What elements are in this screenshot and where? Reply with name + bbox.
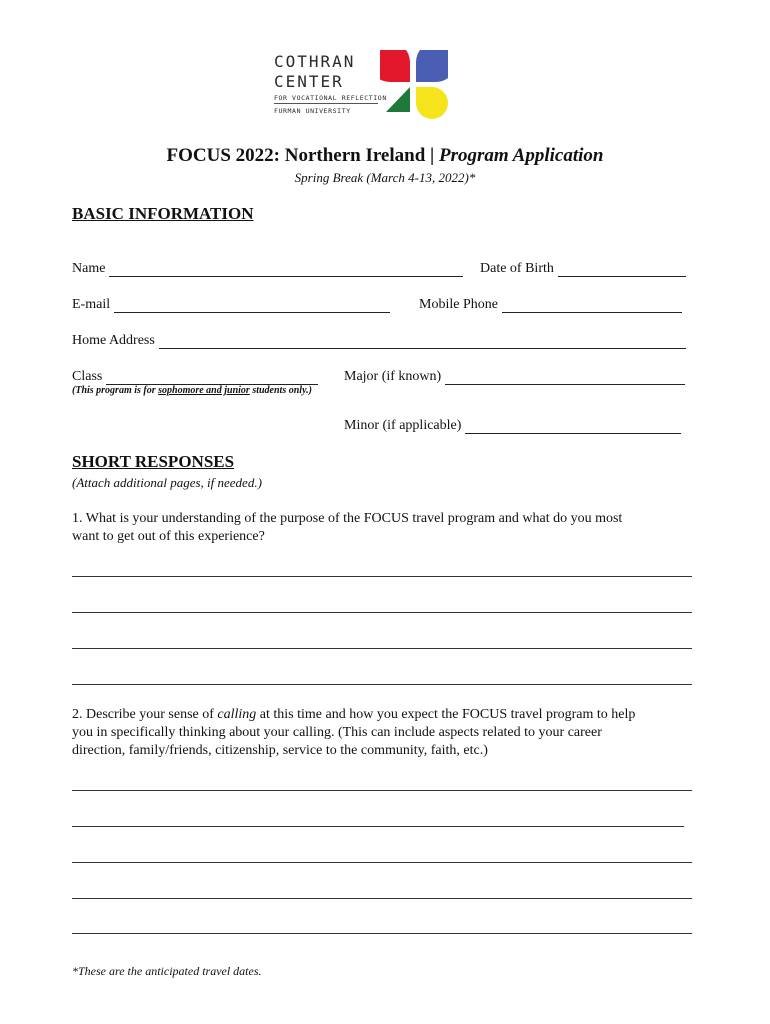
- minor-field[interactable]: [344, 418, 681, 434]
- minor-label: Minor (if applicable): [344, 418, 462, 433]
- class-label: Class: [72, 369, 103, 384]
- answer-2-line[interactable]: [72, 898, 692, 899]
- cothran-center-logo: [272, 50, 452, 122]
- question-1: [72, 510, 712, 546]
- class-note-emphasis: sophomore and junior: [158, 385, 250, 396]
- question-2-line-1: [72, 706, 712, 724]
- footnote: *These are the anticipated travel dates.: [72, 964, 262, 978]
- major-field[interactable]: [344, 369, 685, 385]
- question-2-emphasis: calling: [217, 707, 257, 722]
- home-address-field[interactable]: [72, 333, 686, 349]
- logo-line-1: COTHRAN: [274, 52, 356, 71]
- page-subtitle: Spring Break (March 4-13, 2022)*: [294, 170, 476, 185]
- question-2: [72, 706, 712, 760]
- short-responses-subheading: (Attach additional pages, if needed.): [72, 475, 262, 490]
- email-label: E-mail: [72, 297, 111, 312]
- basic-information-heading: BASIC INFORMATION: [72, 204, 254, 223]
- email-field[interactable]: [72, 297, 390, 313]
- class-note-post: students only.): [249, 385, 312, 396]
- question-2-line-3: direction, family/friends, citizenship, service to the community, faith, etc.): [72, 743, 488, 758]
- dob-input-line[interactable]: [558, 262, 686, 277]
- answer-1-line[interactable]: [72, 648, 692, 649]
- answer-1-line[interactable]: [72, 684, 692, 685]
- class-input-line[interactable]: [106, 370, 318, 385]
- mobile-phone-field[interactable]: [419, 297, 682, 313]
- logo-line-2: CENTER: [274, 72, 344, 91]
- mobile-phone-label: Mobile Phone: [419, 297, 498, 312]
- answer-1-line[interactable]: [72, 612, 692, 613]
- home-address-input-line[interactable]: [159, 334, 686, 349]
- answer-2-line[interactable]: [72, 790, 692, 791]
- class-note-pre: (This program is for: [72, 385, 159, 396]
- dob-field[interactable]: [480, 261, 686, 277]
- question-2-line-2: you in specifically thinking about your calling. (This can include aspects related to your career: [72, 725, 602, 740]
- logo-divider: [274, 103, 378, 104]
- logo-mark-icon: [380, 50, 448, 120]
- title-main: FOCUS 2022: Northern Ireland |: [166, 145, 439, 166]
- logo-line-3: FOR VOCATIONAL REFLECTION: [274, 94, 387, 102]
- major-input-line[interactable]: [445, 370, 685, 385]
- class-field[interactable]: [72, 369, 318, 385]
- logo-blue-petal: [416, 50, 448, 82]
- email-input-line[interactable]: [114, 298, 390, 313]
- logo-green-petal: [386, 87, 410, 112]
- minor-input-line[interactable]: [465, 419, 681, 434]
- name-label: Name: [72, 261, 106, 276]
- short-responses-heading: SHORT RESPONSES: [72, 452, 235, 471]
- logo-line-4: FURMAN UNIVERSITY: [274, 107, 351, 115]
- class-note: [72, 385, 312, 396]
- answer-2-line[interactable]: [72, 826, 684, 827]
- dob-label: Date of Birth: [480, 261, 554, 276]
- home-address-label: Home Address: [72, 333, 155, 348]
- question-2-text: 2. Describe your sense of: [72, 707, 218, 722]
- logo-yellow-petal: [416, 87, 448, 119]
- question-2-text-cont: at this time and how you expect the FOCUS travel program to help: [256, 707, 636, 722]
- answer-1-line[interactable]: [72, 576, 692, 577]
- answer-2-line[interactable]: [72, 933, 692, 934]
- name-input-line[interactable]: [109, 262, 463, 277]
- logo-red-petal: [380, 50, 410, 82]
- answer-2-line[interactable]: [72, 862, 692, 863]
- major-label: Major (if known): [344, 369, 442, 384]
- page-title: [0, 145, 770, 167]
- title-emphasis: Program Application: [438, 145, 604, 166]
- mobile-phone-input-line[interactable]: [502, 298, 682, 313]
- question-1-line-1: 1. What is your understanding of the purpose of the FOCUS travel program and what do you most: [72, 511, 623, 526]
- name-field[interactable]: [72, 261, 463, 277]
- question-1-line-2: want to get out of this experience?: [72, 529, 265, 544]
